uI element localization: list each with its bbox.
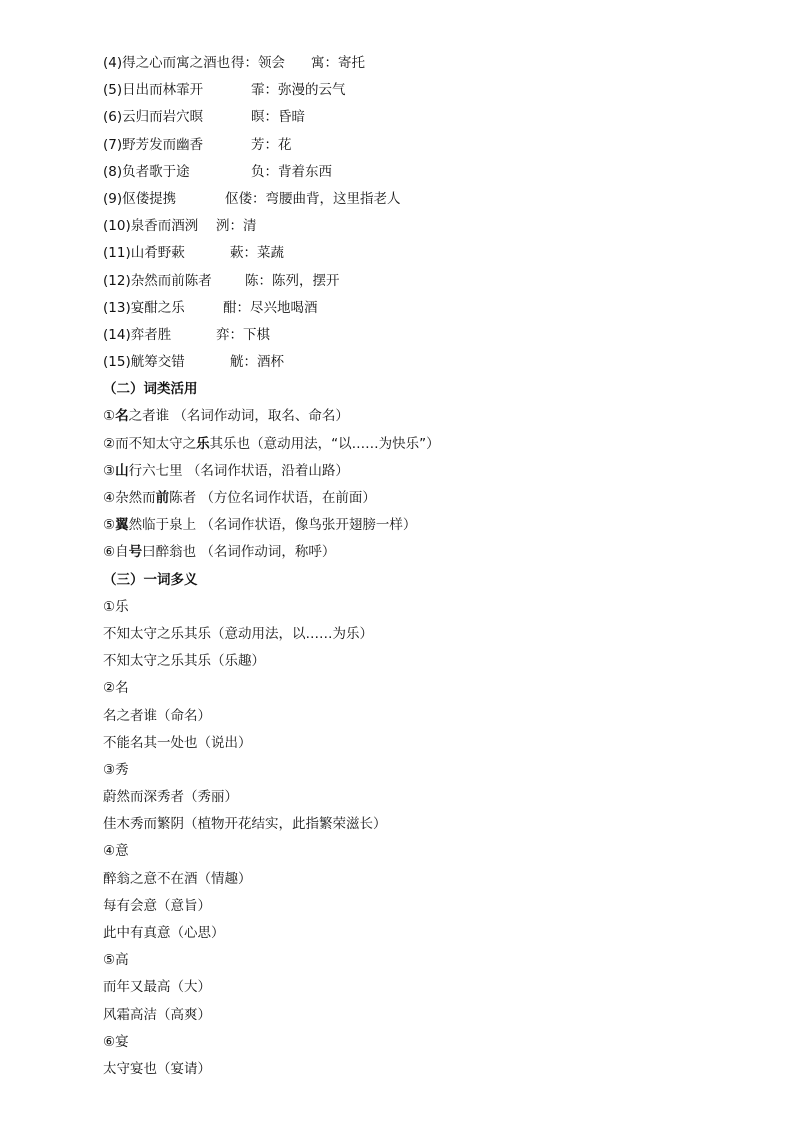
polysemy-word: ②名: [103, 680, 129, 697]
usage-text: 曰醉翁也 （名词作动词，称呼）: [142, 544, 336, 561]
vocab-row-7: [103, 132, 763, 159]
vocab-phrase: (10)泉香而酒洌: [103, 218, 199, 235]
vocab-row-6: [103, 104, 763, 131]
vocab-gloss: 弈：下棋: [216, 326, 270, 343]
vocab-gloss: 觥：酒杯: [230, 354, 284, 371]
vocab-phrase: (12)杂然而前陈者: [103, 272, 212, 289]
polysemy-word: ③秀: [103, 761, 129, 778]
vocab-phrase: (5)日出而林霏开: [103, 82, 204, 99]
polysemy-example: 太守宴也（宴请）: [103, 1060, 211, 1077]
vocab-gloss: 得：领会: [231, 55, 285, 71]
vocab-gloss: 芳：花: [251, 136, 292, 153]
polysemy-example: 而年又最高（大）: [103, 979, 211, 996]
polysemy-example: 不能名其一处也（说出）: [103, 734, 252, 751]
usage-text: ①: [103, 408, 116, 425]
vocab-phrase: (8)负者歌于途: [103, 163, 190, 180]
document-content: [103, 50, 763, 1083]
usage-item: [103, 431, 763, 458]
vocab-gloss: 蔌：菜蔬: [230, 245, 284, 262]
vocab-row-4: [103, 50, 763, 77]
usage-text: 之者谁 （名词作动词，取名、命名）: [128, 408, 349, 425]
vocab-row-11: [103, 240, 763, 267]
polysemy-word: ⑥宴: [103, 1033, 129, 1050]
polysemy-example: 不知太守之乐其乐（意动用法，以……为乐）: [103, 625, 373, 642]
usage-key-word: 号: [128, 544, 143, 561]
section-heading: （三）一词多义: [103, 571, 198, 588]
usage-text: 行六七里 （名词作状语，沿着山路）: [128, 462, 349, 479]
usage-text: ②而不知太守之: [103, 435, 197, 452]
vocab-phrase: (13)宴酣之乐: [103, 299, 185, 316]
usage-key-word: 山: [115, 462, 129, 479]
polysemy-example: 每有会意（意旨）: [103, 897, 211, 914]
vocab-phrase: (15)觥筹交错: [103, 354, 185, 371]
usage-item: [103, 539, 763, 566]
vocab-row-8: [103, 159, 763, 186]
vocab-row-13: [103, 295, 763, 322]
vocab-row-14: [103, 322, 763, 349]
usage-key-word: 翼: [115, 517, 129, 534]
vocab-gloss: 酣：尽兴地喝酒: [223, 299, 318, 316]
polysemy-word: ①乐: [103, 598, 129, 615]
polysemy-word: ④意: [103, 843, 129, 860]
section-heading: （二）词类活用: [103, 381, 198, 398]
usage-item: [103, 458, 763, 485]
usage-text: ⑤: [103, 517, 116, 534]
polysemy-example: 名之者谁（命名）: [103, 707, 211, 724]
usage-item: [103, 512, 763, 539]
usage-text: 陈者 （方位名词作状语，在前面）: [169, 490, 376, 506]
vocab-phrase: (9)伛偻提携: [103, 190, 177, 207]
usage-key-word: 名: [115, 408, 129, 425]
polysemy-example: 佳木秀而繁阴（植物开花结实，此指繁荣滋长）: [103, 816, 387, 833]
polysemy-example: 不知太守之乐其乐（乐趣）: [103, 653, 265, 670]
usage-item: [103, 485, 763, 512]
usage-item: [103, 403, 763, 430]
vocab-phrase: (7)野芳发而幽香: [103, 136, 204, 153]
vocab-gloss: 洌：清: [216, 218, 257, 235]
vocab-phrase: (14)弈者胜: [103, 326, 172, 343]
vocab-phrase: (6)云归而岩穴暝: [103, 109, 204, 126]
usage-key-word: 前: [155, 490, 170, 506]
vocab-gloss: 暝：昏暗: [251, 109, 305, 126]
vocab-row-10: [103, 213, 763, 240]
vocab-gloss: 伛偻：弯腰曲背，这里指老人: [225, 190, 401, 207]
usage-text: ⑥自: [103, 544, 129, 561]
usage-text: ③: [103, 462, 116, 479]
polysemy-word: ⑤高: [103, 952, 129, 969]
vocab-phrase: (4)得之心而寓之酒也: [103, 55, 231, 71]
vocab-phrase: (11)山肴野蔌: [103, 245, 185, 262]
vocab-gloss: 霏：弥漫的云气: [251, 82, 346, 99]
vocab-row-12: [103, 268, 763, 295]
usage-text: 然临于泉上 （名词作状语，像鸟张开翅膀一样）: [128, 517, 417, 534]
vocab-gloss: 寓：寄托: [311, 55, 365, 71]
polysemy-example: 此中有真意（心思）: [103, 925, 225, 941]
vocab-gloss: 陈：陈列，摆开: [245, 272, 340, 289]
polysemy-example: 蔚然而深秀者（秀丽）: [103, 789, 238, 806]
vocab-gloss: 负：背着东西: [251, 163, 332, 180]
polysemy-example: 风霜高洁（高爽）: [103, 1006, 211, 1023]
polysemy-example: 醉翁之意不在酒（情趣）: [103, 870, 252, 887]
vocab-row-15: [103, 349, 763, 376]
vocab-row-5: [103, 77, 763, 104]
usage-key-word: 乐: [196, 435, 210, 452]
usage-text: ④杂然而: [103, 490, 156, 506]
vocab-row-9: [103, 186, 763, 213]
usage-text: 其乐也（意动用法，“以……为快乐”）: [209, 435, 440, 452]
